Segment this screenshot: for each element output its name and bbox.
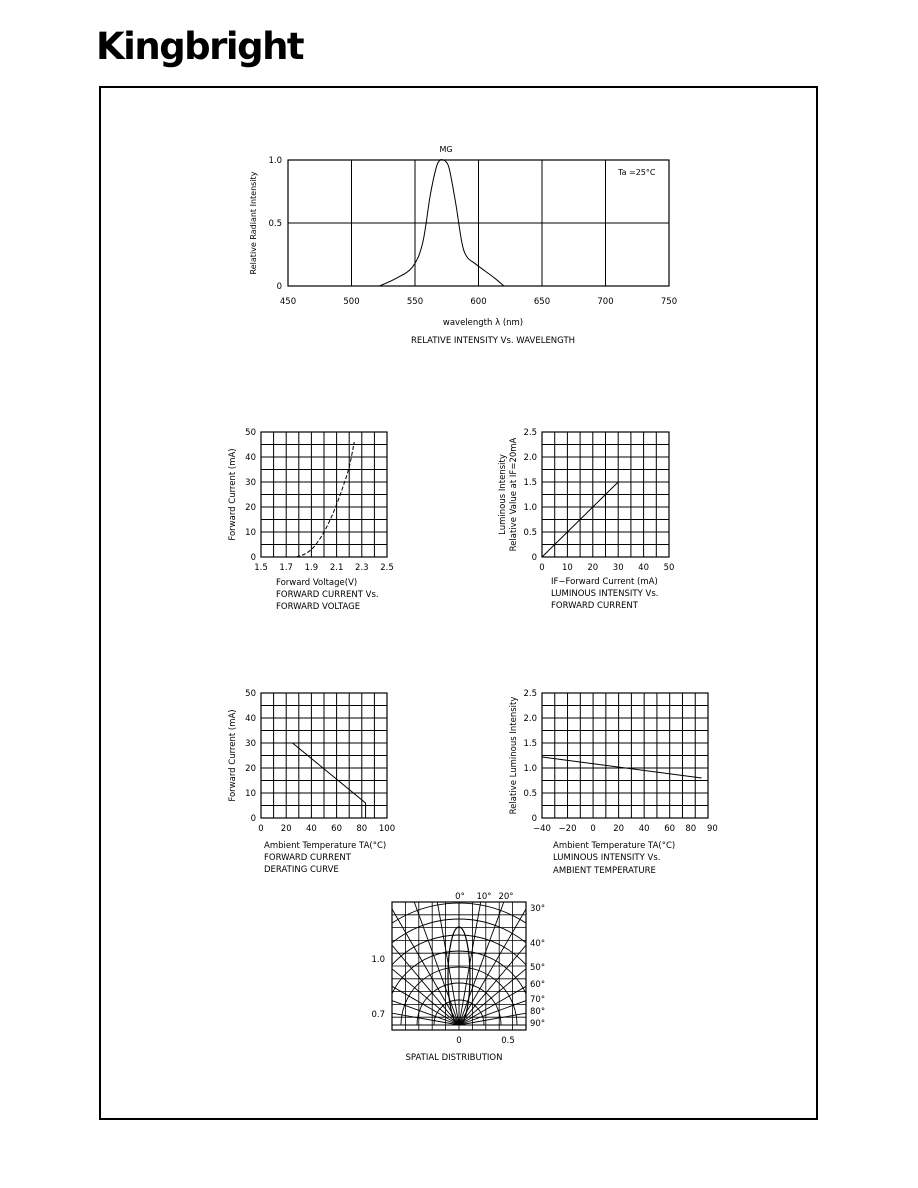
derating-y-tick-label: 30 [245, 739, 256, 749]
derating-y-tick-label: 50 [245, 689, 256, 699]
lum_current-y-tick-label: 1.5 [523, 478, 537, 488]
luminous-vs-temperature-title-line-2: AMBIENT TEMPERATURE [553, 866, 656, 876]
iv-chart-title-line-2: FORWARD VOLTAGE [276, 602, 361, 612]
iv-x-tick-label: 2.1 [329, 563, 344, 573]
spatial-angle-label: 0° [455, 892, 465, 902]
derating-x-tick-label: 40 [305, 824, 317, 834]
iv-chart [228, 428, 394, 612]
derating-x-tick-label: 100 [378, 824, 396, 834]
spectrum-temperature-note: Ta =25°C [618, 168, 656, 177]
spatial-angle-label: 60° [530, 980, 546, 990]
spectrum-x-tick-label: 650 [533, 297, 551, 307]
derating-x-axis-label: Ambient Temperature TA(°C) [264, 841, 387, 851]
luminous-vs-current-y-axis-label-line-2: Relative Value at IF=20mA [509, 437, 519, 552]
spatial-angle-label: 50° [530, 963, 546, 973]
spatial-distribution-title: SPATIAL DISTRIBUTION [405, 1053, 503, 1063]
lum_current-y-tick-label: 2.0 [523, 453, 537, 463]
derating-x-tick-label: 80 [356, 824, 368, 834]
spatial-angle-label: 80° [530, 1007, 546, 1017]
derating-x-tick-label: 60 [331, 824, 343, 834]
spatial-angle-label: 70° [530, 995, 546, 1005]
iv-x-tick-label: 1.7 [279, 563, 293, 573]
lum_temp-y-tick-label: 0 [531, 814, 537, 824]
iv-y-tick-label: 10 [245, 528, 256, 538]
luminous-vs-temperature-chart [509, 689, 718, 876]
luminous-vs-current-title-line-2: FORWARD CURRENT [551, 601, 638, 611]
lum_current-y-tick-label: 0.5 [523, 528, 537, 538]
spatial-left-scale-label: 0.7 [371, 1010, 385, 1020]
spatial-left-scale-label: 1.0 [371, 955, 385, 965]
luminous-vs-current-y-axis-label-line-1: Luminous Intensity [498, 454, 508, 535]
spectrum-chart [249, 145, 677, 346]
derating-y-tick-label: 0 [250, 814, 256, 824]
derating-title-line-2: DERATING CURVE [264, 865, 339, 875]
spectrum-x-tick-label: 550 [406, 297, 424, 307]
lum_current-y-tick-label: 2.5 [523, 428, 537, 438]
lum_current-x-tick-label: 10 [561, 563, 573, 573]
spectrum-x-tick-label: 700 [597, 297, 614, 307]
iv-y-tick-label: 40 [245, 453, 256, 463]
lum_current-x-tick-label: 0 [539, 563, 545, 573]
derating-y-tick-label: 20 [245, 764, 256, 774]
lum_current-x-tick-label: 30 [612, 563, 624, 573]
iv-chart-title-line-1: FORWARD CURRENT Vs. [276, 590, 379, 600]
derating-chart [228, 689, 395, 875]
spectrum-y-tick-label: 0.5 [268, 219, 282, 229]
spectrum-series-label: MG [439, 145, 453, 154]
lum_current-x-tick-label: 40 [638, 563, 650, 573]
iv-y-axis-label: Forward Current (mA) [228, 448, 238, 541]
spatial-angle-label: 30° [530, 904, 546, 914]
iv-y-tick-label: 50 [245, 428, 256, 438]
spectrum-x-tick-label: 750 [660, 297, 678, 307]
lum_temp-y-tick-label: 1.5 [523, 739, 537, 749]
lum_temp-x-tick-label: 80 [685, 824, 697, 834]
spectrum-y-tick-label: 1.0 [268, 156, 282, 166]
spectrum-x-axis-label: wavelength λ (nm) [442, 318, 524, 328]
lum_temp-x-tick-label: 90 [707, 824, 718, 834]
derating-y-axis-label: Forward Current (mA) [228, 709, 238, 802]
spatial-angle-label: 20° [498, 892, 514, 902]
spatial-angle-label: 10° [476, 892, 492, 902]
spectrum-x-tick-label: 500 [343, 297, 360, 307]
derating-x-tick-label: 0 [258, 824, 264, 834]
derating-y-tick-label: 40 [245, 714, 256, 724]
lum_temp-y-tick-label: 1.0 [523, 764, 537, 774]
spatial-angle-label: 40° [530, 939, 546, 949]
lum_temp-x-tick-label: −40 [533, 824, 551, 834]
derating-y-tick-label: 10 [245, 789, 256, 799]
iv-x-axis-label: Forward Voltage(V) [276, 578, 358, 588]
iv-curve [296, 442, 354, 557]
lum_temp-x-tick-label: 0 [590, 824, 596, 834]
luminous-vs-current-chart [498, 428, 674, 611]
spectrum-y-axis-label: Relative Radiant Intensity [249, 171, 258, 275]
lum_current-y-tick-label: 0 [531, 553, 537, 563]
spectrum-chart-title: RELATIVE INTENSITY Vs. WAVELENGTH [410, 336, 576, 346]
iv-x-tick-label: 2.5 [380, 563, 394, 573]
spatial-bottom-scale-label: 0 [456, 1036, 462, 1046]
lum_current-y-tick-label: 1.0 [523, 503, 537, 513]
luminous-vs-current-title-line-1: LUMINOUS INTENSITY Vs. [551, 589, 659, 599]
spectrum-x-tick-label: 450 [279, 297, 297, 307]
kingbright-logo: Kingbright [96, 25, 304, 68]
spectrum-x-tick-label: 600 [470, 297, 487, 307]
lum_current-x-tick-label: 20 [587, 563, 599, 573]
iv-y-tick-label: 30 [245, 478, 256, 488]
lum_temp-y-tick-label: 0.5 [523, 789, 537, 799]
luminous-vs-temperature-title-line-1: LUMINOUS INTENSITY Vs. [553, 853, 661, 863]
lum_temp-x-tick-label: 60 [664, 824, 676, 834]
lum_temp-y-tick-label: 2.0 [523, 714, 537, 724]
luminous-vs-temperature-x-axis-label: Ambient Temperature TA(°C) [553, 841, 676, 851]
iv-x-tick-label: 2.3 [355, 563, 369, 573]
lum_temp-x-tick-label: −20 [558, 824, 577, 834]
iv-y-tick-label: 0 [250, 553, 256, 563]
lum_current-x-tick-label: 50 [663, 563, 675, 573]
iv-x-tick-label: 1.9 [304, 563, 319, 573]
spectrum-y-tick-label: 0 [276, 282, 282, 292]
spatial-angle-label: 90° [530, 1019, 546, 1029]
spatial-bottom-scale-label: 0.5 [501, 1036, 515, 1046]
iv-y-tick-label: 20 [245, 503, 256, 513]
luminous-vs-temperature-y-axis-label: Relative Luminous Intensity [509, 696, 519, 815]
iv-x-tick-label: 1.5 [254, 563, 268, 573]
lum_temp-y-tick-label: 2.5 [523, 689, 537, 699]
luminous-vs-current-x-axis-label: IF−Forward Current (mA) [551, 577, 658, 587]
derating-x-tick-label: 20 [280, 824, 292, 834]
derating-title-line-1: FORWARD CURRENT [264, 853, 351, 863]
lum_temp-x-tick-label: 40 [638, 824, 650, 834]
lum_temp-x-tick-label: 20 [613, 824, 625, 834]
